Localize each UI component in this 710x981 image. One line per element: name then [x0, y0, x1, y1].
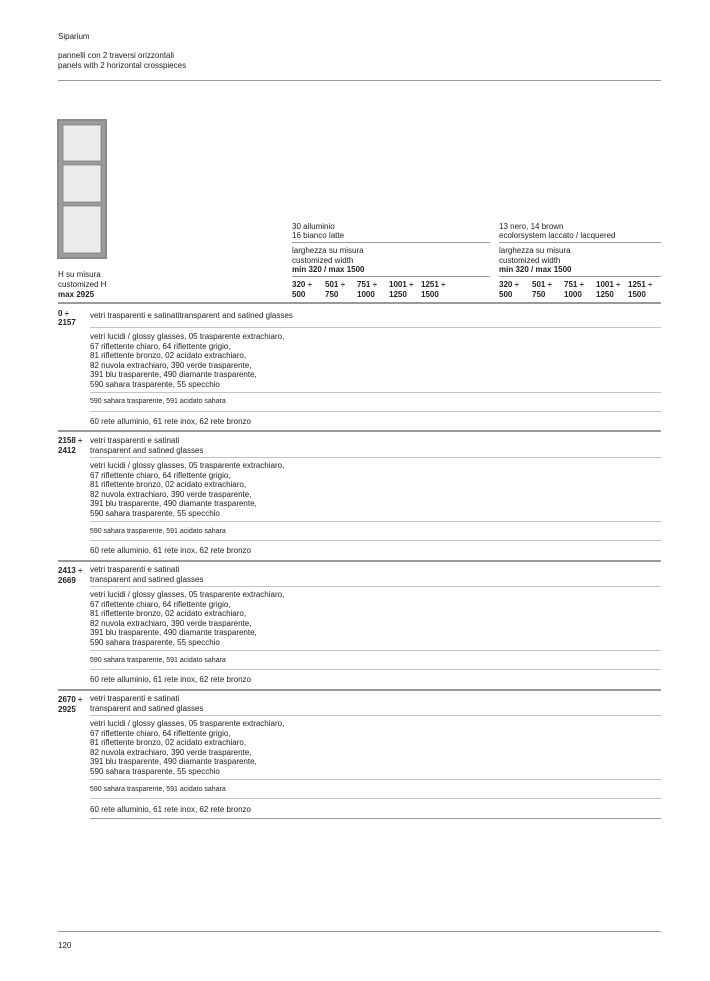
finish-1-col-4-from: 1001 ÷: [389, 280, 414, 289]
finish-2-line1: 13 nero, 14 brown: [499, 222, 564, 231]
table-header-rule: [58, 302, 661, 304]
row-3-h-from: 2413 ÷: [58, 566, 83, 575]
finish-1-col-3-from: 751 ÷: [357, 280, 377, 289]
finish-2-width-en: customized width: [499, 256, 561, 265]
row-4-rete: 60 rete alluminio, 61 rete inox, 62 rete bronzo: [90, 805, 251, 814]
row-4-h-from: 2670 ÷: [58, 695, 83, 704]
finish-2-col-3-from: 751 ÷: [564, 280, 584, 289]
row-2-sahara: 590 sahara trasparente, 591 acidato sahara: [90, 528, 226, 535]
row-2-rete: 60 rete alluminio, 61 rete inox, 62 rete bronzo: [90, 546, 251, 555]
page-number: 120: [58, 941, 72, 950]
subtitle-en: panels with 2 horizontal crosspieces: [58, 61, 187, 70]
finish-2-line2: ecolorsystem laccato / lacquered: [499, 231, 616, 240]
row-3-glossy-list: vetri lucidi / glossy glasses, 05 trasparente extrachiaro, 67 riflettente chiaro, 64 riflettente grigio, 81 riflettente bronzo, 02 acidato extrachiaro, 82 nuvola extrachiaro, 390 verde trasparente, 391 blu trasparente, 490 diamante trasparente, 590 sahara trasparente, 55 specchio: [90, 590, 285, 647]
finish-1-col-4-to: 1250: [389, 290, 407, 299]
finish-2-col-3-to: 1000: [564, 290, 582, 299]
finish-1-col-2-from: 501 ÷: [325, 280, 345, 289]
finish-1-width-en: customized width: [292, 256, 354, 265]
page-title: Siparium: [58, 32, 90, 41]
row-1-glass-type: vetri trasparenti e satinatitransparent and satined glasses: [90, 311, 293, 320]
finish-2-col-4-from: 1001 ÷: [596, 280, 621, 289]
row-2-bottom-rule: [58, 560, 661, 562]
row-2-rule-2: [90, 521, 661, 522]
row-1-rule-1: [90, 327, 661, 328]
finish-2-col-2-from: 501 ÷: [532, 280, 552, 289]
row-4-glossy-list: vetri lucidi / glossy glasses, 05 trasparente extrachiaro, 67 riflettente chiaro, 64 riflettente grigio, 81 riflettente bronzo, 02 acidato extrachiaro, 82 nuvola extrachiaro, 390 verde trasparente, 391 blu trasparente, 490 diamante trasparente, 590 sahara trasparente, 55 specchio: [90, 719, 285, 776]
height-label-max: max 2925: [58, 290, 95, 299]
row-3-rete: 60 rete alluminio, 61 rete inox, 62 rete bronzo: [90, 675, 251, 684]
finish-1-line1: 30 alluminio: [292, 222, 335, 231]
row-2-h-from: 2158 ÷: [58, 436, 83, 445]
finish-1-line2: 16 bianco latte: [292, 231, 345, 240]
row-3-rule-2: [90, 650, 661, 651]
finish-1-width-range: min 320 / max 1500: [292, 265, 365, 274]
row-2-glass-type: vetri trasparenti e satinati transparent and satined glasses: [90, 436, 204, 455]
row-1-h-to: 2157: [58, 318, 76, 327]
row-1-rule-2: [90, 392, 661, 393]
row-3-glass-type: vetri trasparenti e satinati transparent and satined glasses: [90, 565, 204, 584]
finish-2-width-range: min 320 / max 1500: [499, 265, 572, 274]
row-3-rule-1: [90, 586, 661, 587]
row-4-rule-3: [90, 798, 661, 799]
row-4-sahara: 590 sahara trasparente, 591 acidato sahara: [90, 786, 226, 793]
row-2-rule-1: [90, 457, 661, 458]
finish-1-rule: [292, 242, 490, 243]
row-3-h-to: 2669: [58, 576, 76, 585]
row-4-rule-2: [90, 779, 661, 780]
height-label-it: H su misura: [58, 270, 101, 279]
footer-rule: [58, 931, 661, 932]
finish-2-col-4-to: 1250: [596, 290, 614, 299]
row-3-sahara: 590 sahara trasparente, 591 acidato sahara: [90, 657, 226, 664]
finish-1-cols-rule: [292, 276, 490, 277]
row-4-glass-type: vetri trasparenti e satinati transparent and satined glasses: [90, 694, 204, 713]
finish-1-col-3-to: 1000: [357, 290, 375, 299]
row-3-rule-3: [90, 669, 661, 670]
panel-drawing: [56, 118, 108, 260]
row-1-sahara: 590 sahara trasparente, 591 acidato sahara: [90, 398, 226, 405]
row-1-bottom-rule: [58, 430, 661, 432]
row-1-rete: 60 rete alluminio, 61 rete inox, 62 rete bronzo: [90, 417, 251, 426]
finish-2-col-2-to: 750: [532, 290, 546, 299]
row-2-glossy-list: vetri lucidi / glossy glasses, 05 trasparente extrachiaro, 67 riflettente chiaro, 64 riflettente grigio, 81 riflettente bronzo, 02 acidato extrachiaro, 82 nuvola extrachiaro, 390 verde trasparente, 391 blu trasparente, 490 diamante trasparente, 590 sahara trasparente, 55 specchio: [90, 461, 285, 518]
finish-2-col-5-from: 1251 ÷: [628, 280, 653, 289]
finish-1-col-2-to: 750: [325, 290, 339, 299]
finish-1-col-5-from: 1251 ÷: [421, 280, 446, 289]
height-label-en: customized H: [58, 280, 107, 289]
finish-1-col-1-to: 500: [292, 290, 306, 299]
row-1-rule-3: [90, 411, 661, 412]
finish-1-width-it: larghezza su misura: [292, 246, 364, 255]
row-2-rule-3: [90, 540, 661, 541]
row-1-glossy-list: vetri lucidi / glossy glasses, 05 trasparente extrachiaro, 67 riflettente chiaro, 64 riflettente grigio, 81 riflettente bronzo, 02 acidato extrachiaro, 82 nuvola extrachiaro, 390 verde trasparente, 391 blu trasparente, 490 diamante trasparente, 590 sahara trasparente, 55 specchio: [90, 332, 285, 389]
row-4-bottom-rule: [90, 818, 661, 819]
row-2-h-to: 2412: [58, 446, 76, 455]
finish-2-col-1-to: 500: [499, 290, 513, 299]
finish-2-rule: [499, 242, 661, 243]
finish-1-col-5-to: 1500: [421, 290, 439, 299]
finish-2-col-5-to: 1500: [628, 290, 646, 299]
finish-1-col-1-from: 320 ÷: [292, 280, 312, 289]
subtitle-it: pannelli con 2 traversi orizzontali: [58, 51, 175, 60]
row-4-h-to: 2925: [58, 705, 76, 714]
row-1-h-from: 0 ÷: [58, 309, 70, 318]
header-rule: [58, 80, 661, 81]
finish-2-col-1-from: 320 ÷: [499, 280, 519, 289]
finish-2-width-it: larghezza su misura: [499, 246, 571, 255]
row-4-rule-1: [90, 715, 661, 716]
row-3-bottom-rule: [58, 689, 661, 691]
finish-2-cols-rule: [499, 276, 661, 277]
